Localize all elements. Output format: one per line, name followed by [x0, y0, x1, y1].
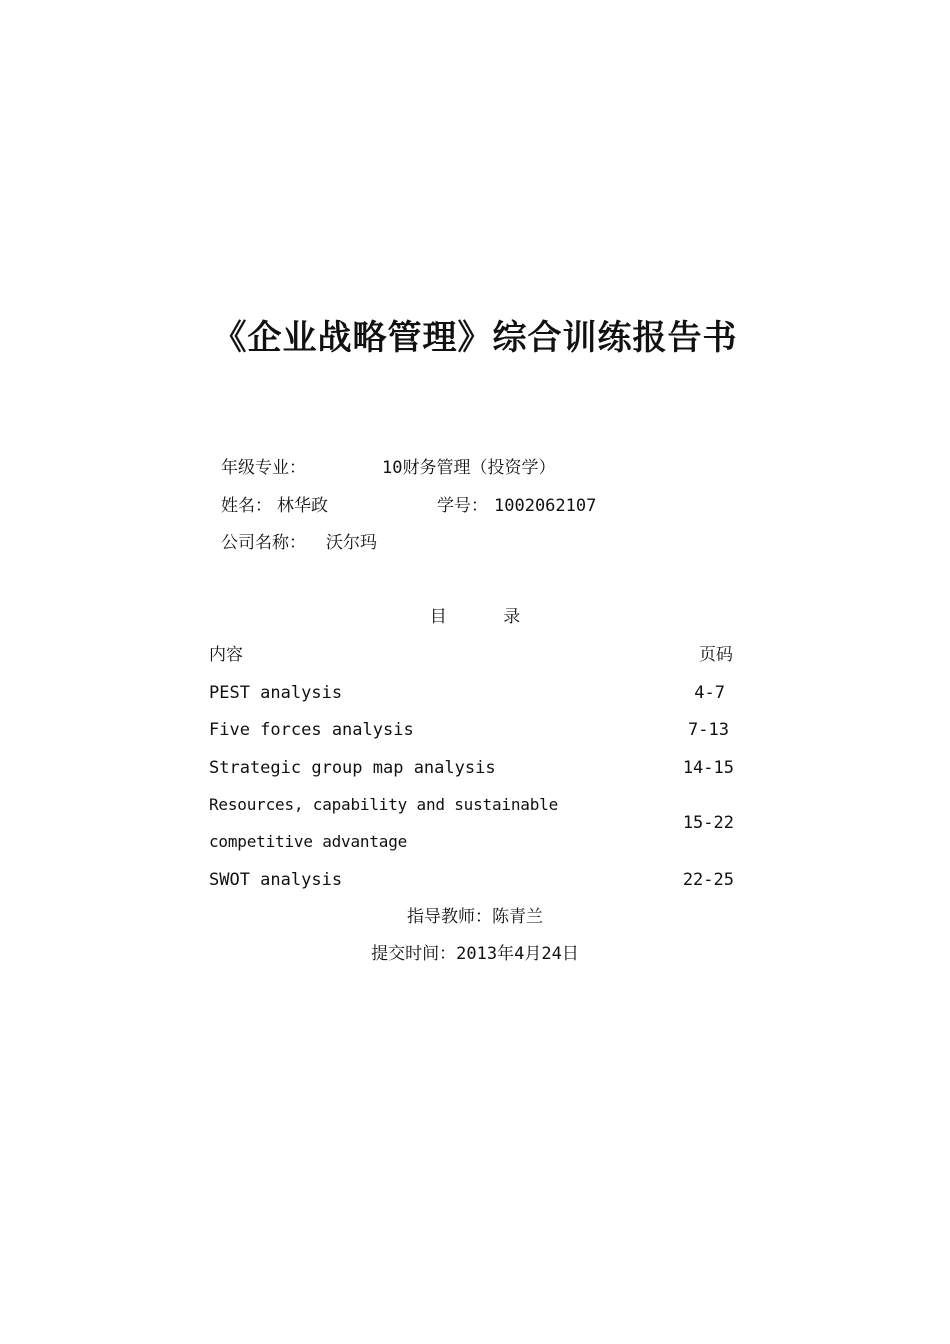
toc-item-label: PEST analysis: [209, 683, 343, 703]
toc-heading-char-1: 目: [429, 607, 447, 627]
toc-heading-char-2: 录: [503, 607, 521, 627]
toc-item-pages: 22-25: [682, 870, 734, 890]
toc-item-pages: 4-7: [694, 683, 725, 703]
advisor-line: 指导教师：陈青兰: [407, 907, 543, 927]
toc-item-label: SWOT analysis: [209, 870, 343, 890]
grade-major-label: 年级专业：: [221, 458, 306, 478]
student-id-value: 1002062107: [494, 496, 597, 516]
document-title: 《企业战略管理》综合训练报告书: [212, 318, 738, 358]
toc-col-page: 页码: [699, 645, 733, 665]
toc-item-pages: 7-13: [688, 720, 729, 740]
submit-date-line: 提交时间：2013年4月24日: [371, 944, 579, 964]
toc-item-label: Strategic group map analysis: [209, 758, 496, 778]
company-label: 公司名称：: [221, 533, 306, 553]
student-id-label: 学号：: [437, 496, 488, 516]
toc-item-pages: 14-15: [682, 758, 734, 778]
toc-item: [209, 786, 739, 860]
company-value: 沃尔玛: [326, 533, 377, 553]
name-value: 林华政: [277, 496, 328, 516]
toc-item-label: Resources, capability and sustainable competitive advantage: [209, 795, 559, 851]
toc-heading: [0, 605, 950, 629]
toc-item-label: Five forces analysis: [209, 720, 414, 740]
toc-item-pages: 15-22: [682, 813, 734, 833]
name-label: 姓名：: [221, 496, 272, 516]
grade-major-value: 10财务管理（投资学）: [382, 458, 556, 478]
toc-col-content: 内容: [209, 645, 243, 665]
